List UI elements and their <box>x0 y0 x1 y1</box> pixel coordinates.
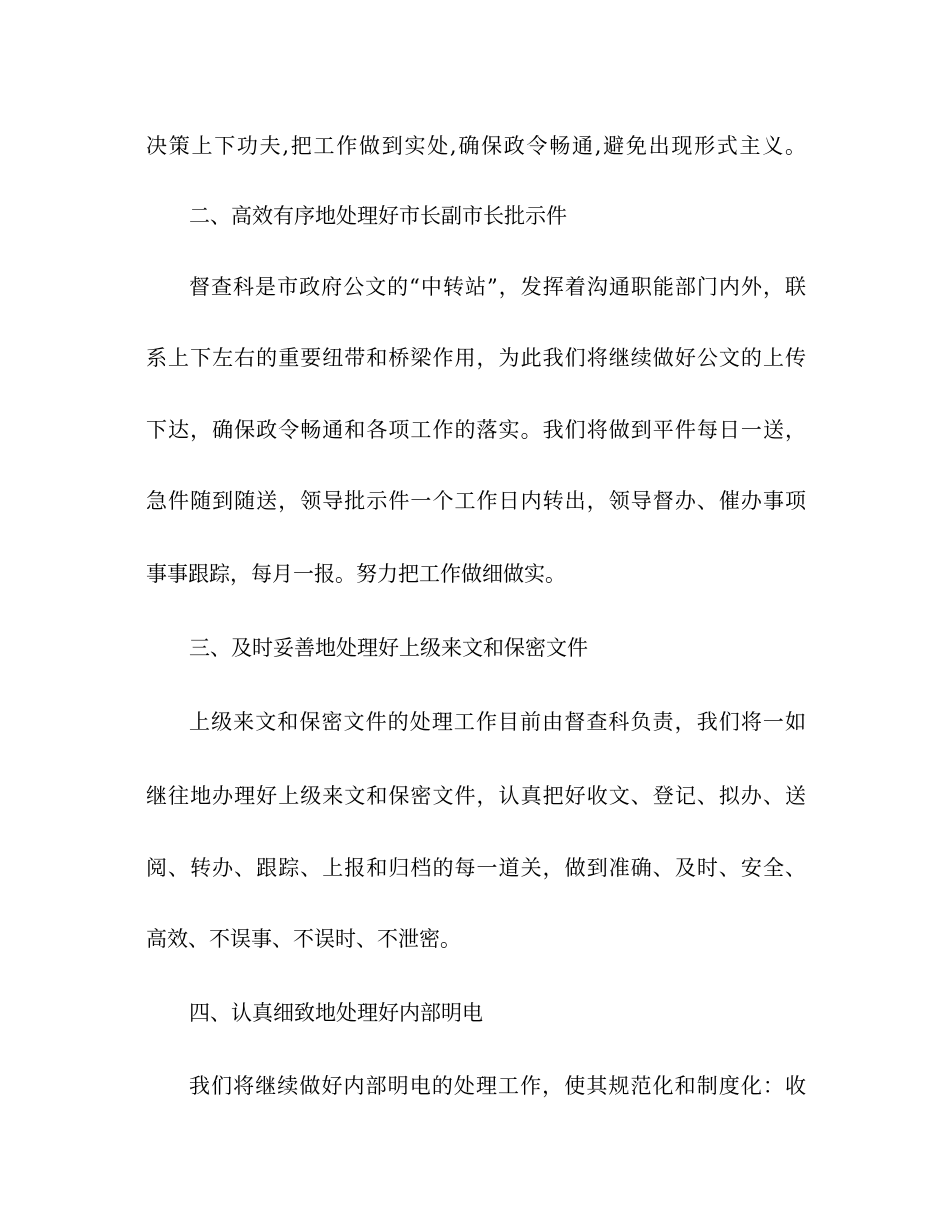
body-text-line: 督查科是市政府公文的“中转站”，发挥着沟通职能部门内外，联 <box>189 275 806 299</box>
body-text-line: 阅、转办、跟踪、上报和归档的每一道关，做到准确、及时、安全、 <box>146 856 806 880</box>
section-heading: 三、及时妥善地处理好上级来文和保密文件 <box>189 636 588 660</box>
body-text-line: 决策上下功夫,把工作做到实处,确保政令畅通,避免出现形式主义。 <box>146 134 806 158</box>
body-text-line: 高效、不误事、不误时、不泄密。 <box>146 927 461 951</box>
body-text-line: 急件随到随送，领导批示件一个工作日内转出，领导督办、催办事项 <box>146 489 806 513</box>
body-text-line: 事事跟踪，每月一报。努力把工作做细做实。 <box>146 562 566 586</box>
body-text-line: 我们将继续做好内部明电的处理工作，使其规范化和制度化：收 <box>189 1074 806 1098</box>
section-heading: 四、认真细致地处理好内部明电 <box>189 1001 483 1025</box>
body-text-line: 下达，确保政令畅通和各项工作的落实。我们将做到平件每日一送， <box>146 418 806 442</box>
body-text-line: 继往地办理好上级来文和保密文件，认真把好收文、登记、拟办、送 <box>146 784 806 808</box>
body-text-line: 系上下左右的重要纽带和桥梁作用，为此我们将继续做好公文的上传 <box>146 346 806 370</box>
section-heading: 二、高效有序地处理好市长副市长批示件 <box>189 204 567 228</box>
body-text-line: 上级来文和保密文件的处理工作目前由督查科负责，我们将一如 <box>189 710 806 734</box>
